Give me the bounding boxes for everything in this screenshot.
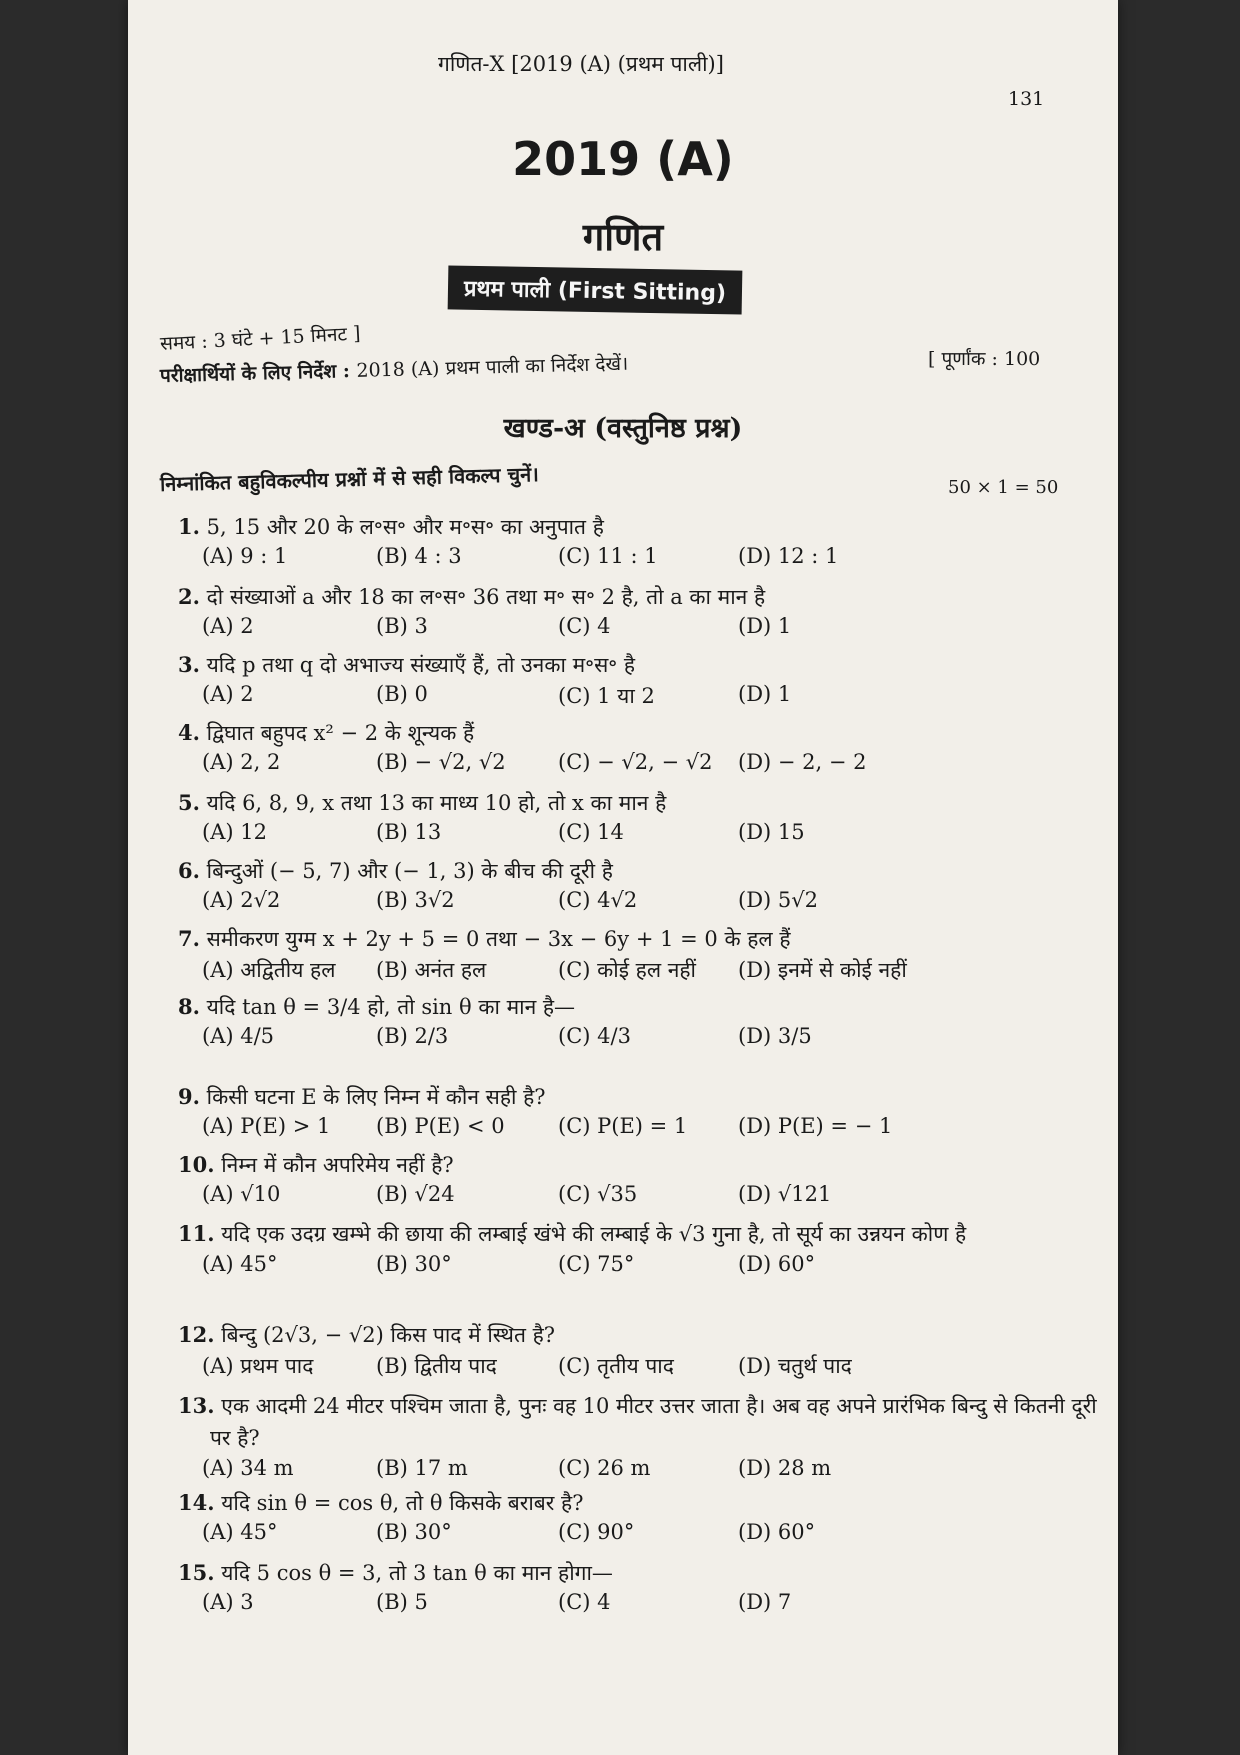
- exam-page: [128, 0, 1118, 1755]
- question-text: [178, 1488, 1098, 1518]
- section-title: खण्ड-अ (वस्तुनिष्ठ प्रश्न): [503, 413, 743, 444]
- instructions: [160, 350, 629, 388]
- instructions-label: परीक्षार्थियों के लिए निर्देश :: [159, 360, 351, 387]
- option-c: (C) 26 m: [558, 1456, 651, 1480]
- question-text: [178, 1218, 1098, 1250]
- question-11: [178, 1218, 1098, 1286]
- subject-title: गणित: [582, 214, 664, 259]
- question-13: [178, 1390, 1098, 1490]
- question-number: 1.: [178, 514, 200, 539]
- question-body: बिन्दुओं (− 5, 7) और (− 1, 3) के बीच की दूरी है: [206, 859, 613, 883]
- option-c: (C) √35: [558, 1182, 638, 1206]
- option-row: [178, 1590, 1098, 1624]
- question-text: [178, 582, 1098, 612]
- sitting-banner: प्रथम पाली (First Sitting): [448, 265, 743, 314]
- option-row: [178, 1252, 1098, 1286]
- option-row: [178, 956, 1098, 990]
- option-b: (B) 0: [376, 682, 428, 706]
- question-number: 3.: [178, 652, 200, 677]
- question-number: 5.: [178, 790, 200, 815]
- option-a: (A) 4/5: [202, 1024, 275, 1048]
- running-header: गणित-X [2019 (A) (प्रथम पाली)]: [438, 52, 724, 76]
- option-d: (D) 28 m: [738, 1456, 832, 1480]
- question-number: 4.: [178, 720, 200, 745]
- option-b: (B) 2/3: [376, 1024, 449, 1048]
- option-b: (B) 4 : 3: [376, 544, 462, 568]
- option-b: (B) √24: [376, 1182, 455, 1206]
- question-body: यदि एक उदग्र खम्भे की छाया की लम्बाई खंभे की लम्बाई के √3 गुना है, तो सूर्य का उन्नयन कोण है: [221, 1222, 967, 1246]
- option-b: (B) 5: [376, 1590, 428, 1614]
- question-body: किसी घटना E के लिए निम्न में कौन सही है?: [206, 1085, 546, 1109]
- option-c: (C) 11 : 1: [558, 544, 658, 568]
- question-body: एक आदमी 24 मीटर पश्चिम जाता है, पुनः वह 10 मीटर उत्तर जाता है। अब वह अपने प्रारंभिक बिन्दु से कितनी दूरी पर है?: [210, 1394, 1097, 1450]
- option-row: [178, 1114, 1098, 1148]
- question-number: 8.: [178, 994, 200, 1019]
- question-number: 7.: [178, 926, 200, 951]
- option-c: (C) − √2, − √2: [558, 750, 713, 774]
- option-d: (D) 15: [738, 820, 805, 844]
- question-number: 2.: [178, 584, 200, 609]
- question-number: 11.: [178, 1221, 215, 1246]
- question-text: [178, 718, 1098, 748]
- option-d: (D) चतुर्थ पाद: [738, 1354, 852, 1378]
- question-5: [178, 788, 1098, 854]
- question-text: [178, 992, 1098, 1022]
- question-body: यदि 5 cos θ = 3, तो 3 tan θ का मान होगा—: [221, 1561, 613, 1585]
- question-body: यदि sin θ = cos θ, तो θ किसके बराबर है?: [221, 1491, 584, 1515]
- option-a: (A) 45°: [202, 1252, 278, 1276]
- option-a: (A) 45°: [202, 1520, 278, 1544]
- question-text: [178, 1082, 1098, 1112]
- option-a: (A) 12: [202, 820, 267, 844]
- option-c: (C) 75°: [558, 1252, 635, 1276]
- option-b: (B) − √2, √2: [376, 750, 506, 774]
- question-text: [178, 788, 1098, 818]
- question-body: समीकरण युग्म x + 2y + 5 = 0 तथा − 3x − 6y + 1 = 0 के हल हैं: [206, 927, 791, 951]
- question-6: [178, 856, 1098, 922]
- full-marks: [ पूर्णांक : 100: [928, 348, 1041, 370]
- option-b: (B) 3√2: [376, 888, 455, 912]
- question-body: दो संख्याओं a और 18 का ल॰स॰ 36 तथा म॰ स॰ 2 है, तो a का मान है: [206, 585, 766, 609]
- question-2: [178, 582, 1098, 648]
- question-body: यदि p तथा q दो अभाज्य संख्याएँ हैं, तो उनका म॰स॰ है: [206, 653, 636, 677]
- question-text: [178, 924, 1098, 954]
- option-d: (D) 12 : 1: [738, 544, 839, 568]
- mcq-instruction: निम्नांकित बहुविकल्पीय प्रश्नों में से सही विकल्प चुनें।: [159, 462, 540, 496]
- option-b: (B) अनंत हल: [376, 958, 487, 982]
- option-row: [178, 750, 1098, 784]
- option-c: (C) 14: [558, 820, 624, 844]
- question-12: [178, 1320, 1098, 1386]
- option-d: (D) 3/5: [738, 1024, 812, 1048]
- question-text: [178, 1150, 1098, 1180]
- option-a: (A) √10: [202, 1182, 281, 1206]
- question-text: [178, 1390, 1098, 1454]
- option-c: (C) 4: [558, 614, 611, 638]
- question-text: [178, 856, 1098, 886]
- question-7: [178, 924, 1098, 990]
- question-14: [178, 1488, 1098, 1554]
- option-c: (C) तृतीय पाद: [558, 1354, 674, 1378]
- question-4: [178, 718, 1098, 784]
- option-d: (D) 5√2: [738, 888, 819, 912]
- option-row: [178, 1024, 1098, 1058]
- option-d: (D) 60°: [738, 1520, 816, 1544]
- option-b: (B) 30°: [376, 1520, 452, 1544]
- option-row: [178, 888, 1098, 922]
- option-c: (C) P(E) = 1: [558, 1114, 688, 1138]
- question-text: [178, 650, 1098, 680]
- option-row: [178, 544, 1098, 578]
- option-c: (C) कोई हल नहीं: [558, 958, 696, 982]
- option-c: (C) 4/3: [558, 1024, 631, 1048]
- option-c: (C) 4√2: [558, 888, 638, 912]
- question-1: [178, 512, 1098, 578]
- exam-time: समय : 3 घंटे + 15 मिनट ]: [159, 322, 362, 355]
- question-number: 12.: [178, 1322, 215, 1347]
- question-number: 9.: [178, 1084, 200, 1109]
- score-formula: 50 × 1 = 50: [948, 477, 1059, 498]
- option-d: (D) इनमें से कोई नहीं: [738, 958, 907, 982]
- question-number: 10.: [178, 1152, 215, 1177]
- option-a: (A) 9 : 1: [202, 544, 288, 568]
- option-a: (A) 34 m: [202, 1456, 294, 1480]
- option-row: [178, 1352, 1098, 1386]
- question-body: यदि 6, 8, 9, x तथा 13 का माध्य 10 हो, तो x का मान है: [206, 791, 667, 815]
- option-b: (B) 13: [376, 820, 442, 844]
- question-number: 13.: [178, 1393, 215, 1418]
- question-8: [178, 992, 1098, 1058]
- question-text: [178, 512, 1098, 542]
- option-row: [178, 1456, 1098, 1490]
- option-a: (A) प्रथम पाद: [202, 1354, 314, 1378]
- exam-year-title: 2019 (A): [512, 132, 734, 186]
- option-a: (A) 2: [202, 614, 254, 638]
- option-a: (A) 3: [202, 1590, 254, 1614]
- option-row: [178, 1182, 1098, 1216]
- question-body: निम्न में कौन अपरिमेय नहीं है?: [221, 1153, 454, 1177]
- question-number: 14.: [178, 1490, 215, 1515]
- option-a: (A) 2: [202, 682, 254, 706]
- question-body: द्विघात बहुपद x² − 2 के शून्यक हैं: [206, 721, 475, 745]
- question-10: [178, 1150, 1098, 1216]
- option-d: (D) 7: [738, 1590, 792, 1614]
- option-b: (B) 30°: [376, 1252, 452, 1276]
- option-b: (B) 17 m: [376, 1456, 468, 1480]
- question-text: [178, 1558, 1098, 1588]
- option-d: (D) 60°: [738, 1252, 816, 1276]
- option-d: (D) − 2, − 2: [738, 750, 867, 774]
- option-d: (D) P(E) = − 1: [738, 1114, 893, 1138]
- option-c: (C) 1 या 2: [558, 684, 655, 708]
- option-a: (A) अद्वितीय हल: [202, 958, 336, 982]
- question-body: बिन्दु (2√3, − √2) किस पाद में स्थित है?: [221, 1323, 556, 1347]
- question-body: यदि tan θ = 3/4 हो, तो sin θ का मान है—: [206, 995, 576, 1019]
- option-row: [178, 682, 1098, 716]
- question-3: [178, 650, 1098, 716]
- question-text: [178, 1320, 1098, 1350]
- question-number: 15.: [178, 1560, 215, 1585]
- option-row: [178, 1520, 1098, 1554]
- option-d: (D) 1: [738, 614, 792, 638]
- option-b: (B) 3: [376, 614, 428, 638]
- option-b: (B) द्वितीय पाद: [376, 1354, 497, 1378]
- option-c: (C) 4: [558, 1590, 611, 1614]
- option-c: (C) 90°: [558, 1520, 635, 1544]
- option-a: (A) 2√2: [202, 888, 281, 912]
- question-number: 6.: [178, 858, 200, 883]
- option-a: (A) 2, 2: [202, 750, 281, 774]
- question-body: 5, 15 और 20 के ल॰स॰ और म॰स॰ का अनुपात है: [206, 515, 604, 539]
- option-b: (B) P(E) < 0: [376, 1114, 505, 1138]
- option-row: [178, 820, 1098, 854]
- page-number: 131: [1008, 88, 1045, 110]
- instructions-text: 2018 (A) प्रथम पाली का निर्देश देखें।: [356, 352, 629, 382]
- option-a: (A) P(E) > 1: [202, 1114, 331, 1138]
- option-d: (D) 1: [738, 682, 792, 706]
- option-row: [178, 614, 1098, 648]
- option-d: (D) √121: [738, 1182, 832, 1206]
- question-15: [178, 1558, 1098, 1624]
- question-9: [178, 1082, 1098, 1148]
